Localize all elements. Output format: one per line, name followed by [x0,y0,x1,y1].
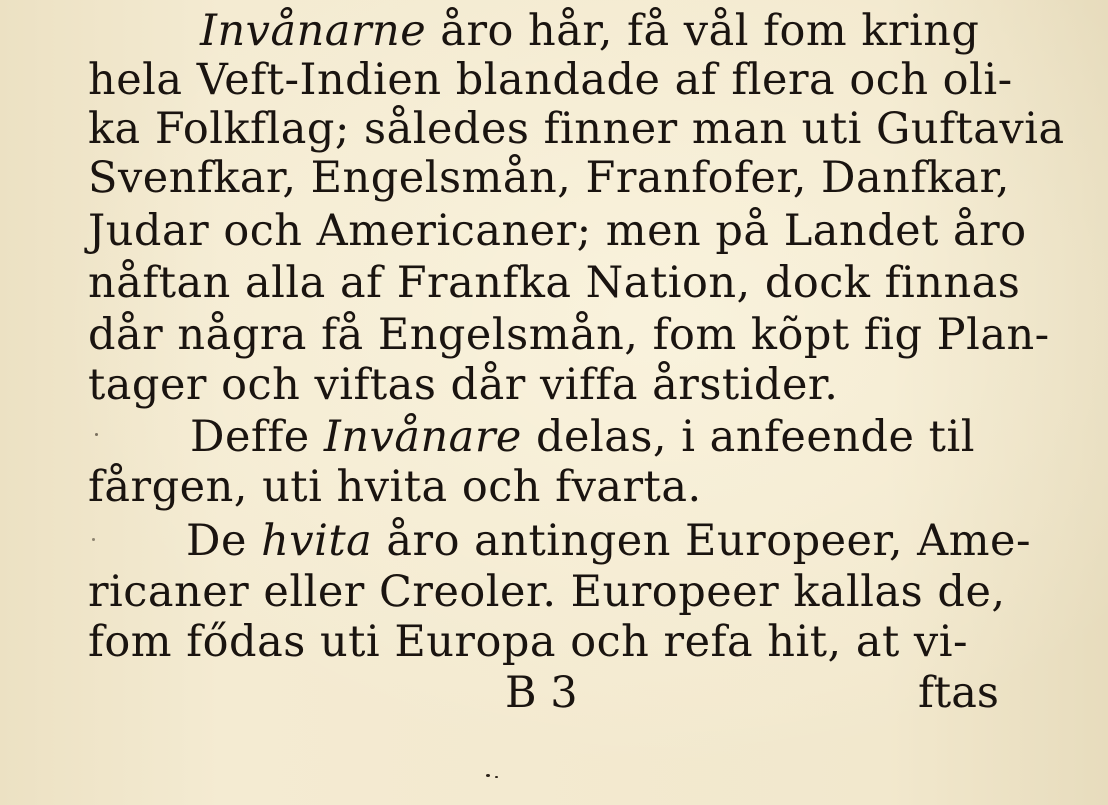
text-line-7 [88,310,1050,360]
text-span: tager och viftas dår viffa årstider. [88,360,839,410]
text-line-9 [190,412,975,462]
ink-speck [92,538,95,541]
text-line-8 [88,360,838,410]
text-span: fom fődas uti Europa och refa hit, at vi- [88,617,968,667]
text-span: fårgen, uti hvita och fvarta. [88,462,702,512]
ink-speck [95,433,98,436]
text-span: hela Veft-Indien blandade af flera och oli- [88,55,1013,105]
text-span: dår några få Engelsmån, fom kõpt fig Plan- [88,310,1050,360]
text-line-10 [88,462,702,512]
text-span: åro hår, få vål fom kring [426,6,980,56]
italic-word: Invånare [323,412,522,462]
text-span: Judar och Americaner; men på Landet åro [88,206,1027,256]
text-line-6 [88,258,1020,308]
text-line-12 [88,567,1006,617]
text-line-1 [200,6,979,56]
catchword: ftas [918,668,999,718]
text-span: Svenfkar, Engelsmån, Franfofer, Danfkar, [88,153,1010,203]
italic-word: Invånarne [200,6,427,56]
text-line-4 [88,153,1010,203]
text-span: ricaner eller Creoler. Europeer kallas de, [88,567,1006,617]
text-line-13 [88,617,968,667]
text-span: delas, i anfeende til [521,412,975,462]
text-line-11 [186,516,1031,566]
text-span: åro antingen Europeer, Ame- [372,516,1031,566]
ink-speck [495,776,498,778]
text-span: De [186,516,262,566]
text-span: ka Folkflag; således finner man uti Guftavia [88,104,1065,154]
ink-speck [486,774,490,777]
text-line-5 [88,206,1027,256]
text-span: nåftan alla af Franfka Nation, dock finnas [88,258,1021,308]
text-line-3 [88,104,1065,154]
italic-word: hvita [261,516,373,566]
text-line-2 [88,55,1013,105]
signature-mark: B 3 [505,668,578,718]
text-span: Deffe [190,412,324,462]
